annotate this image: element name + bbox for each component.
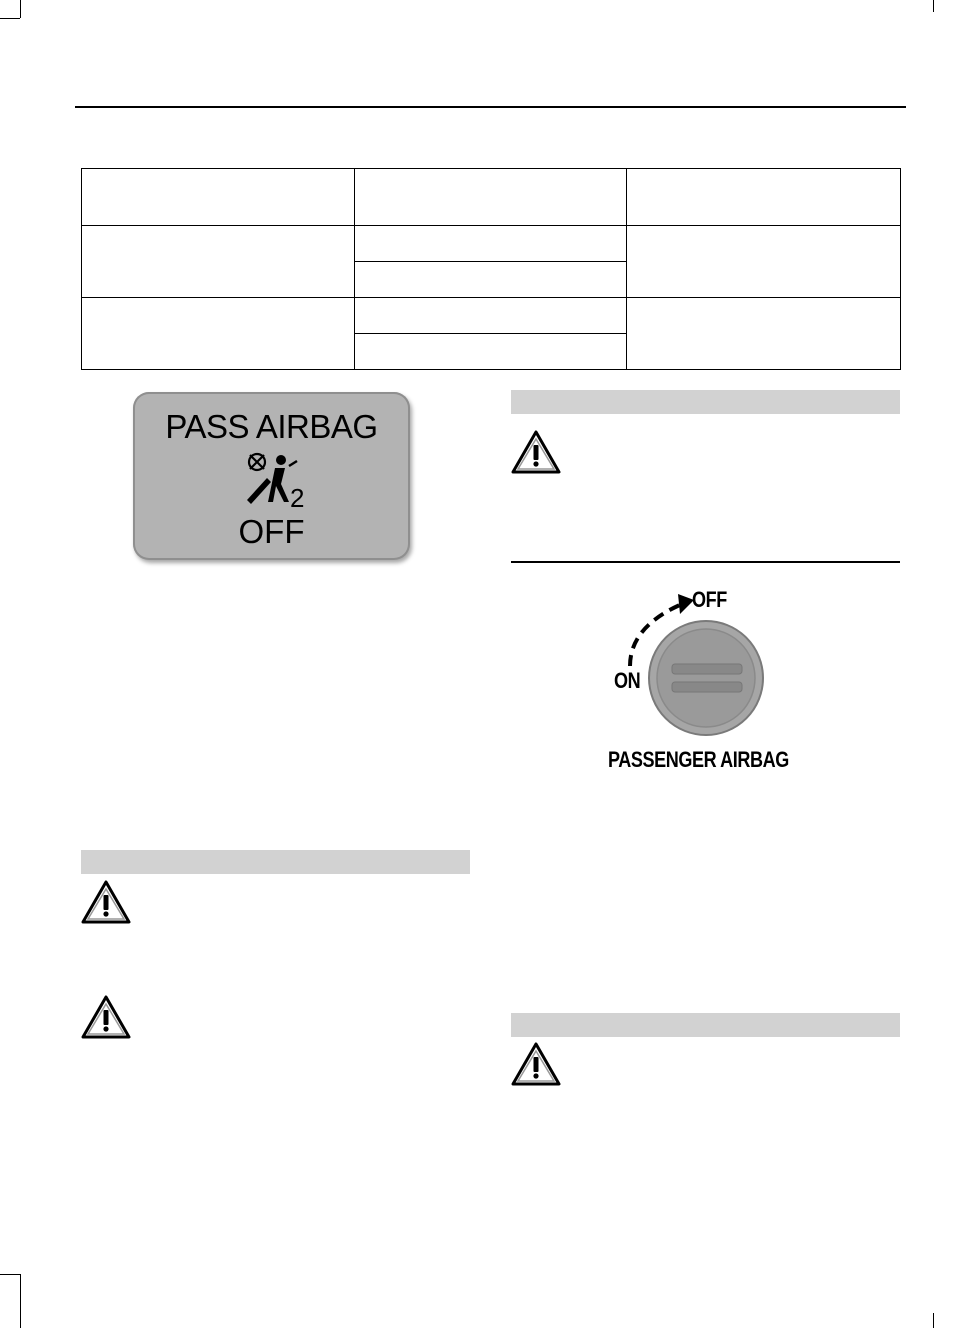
switch-caption: PASSENGER AIRBAG [608,747,789,772]
warning-triangle-icon [511,1042,561,1086]
display-status: OFF [238,513,305,550]
switch-off-label: OFF [692,587,727,612]
crop-mark-bottom-left-v [20,1274,21,1328]
display-icon-suffix: 2 [290,483,305,510]
warning-triangle-icon [511,430,561,474]
crop-mark-top-left-v [20,0,21,18]
table-cell [355,226,627,262]
table-cell [627,298,901,370]
warning-end-rule [511,561,900,563]
table-cell [355,334,627,370]
switch-on-label: ON [614,668,641,693]
crop-mark-top-left-h [0,18,20,19]
display-title: PASS AIRBAG [165,408,378,445]
table-cell [355,262,627,298]
crop-mark-bottom-left-h [0,1274,20,1275]
table-header-cell [627,169,901,226]
crop-mark-bottom-right [933,1313,934,1328]
passenger-airbag-off-icon [237,450,317,510]
table-cell [355,298,627,334]
airbag-status-table [81,168,901,370]
pass-airbag-off-display [133,392,410,560]
table-header-cell [82,169,355,226]
table-cell [627,226,901,298]
table-cell [82,298,355,370]
warning-triangle-icon [81,880,131,924]
section-heading-bar [511,1013,900,1037]
crop-mark-top-right [933,0,934,12]
table-header-cell [355,169,627,226]
warning-triangle-icon [81,995,131,1039]
header-rule [75,106,906,108]
table-cell [82,226,355,298]
section-heading-bar [511,390,900,414]
section-heading-bar [81,850,470,874]
